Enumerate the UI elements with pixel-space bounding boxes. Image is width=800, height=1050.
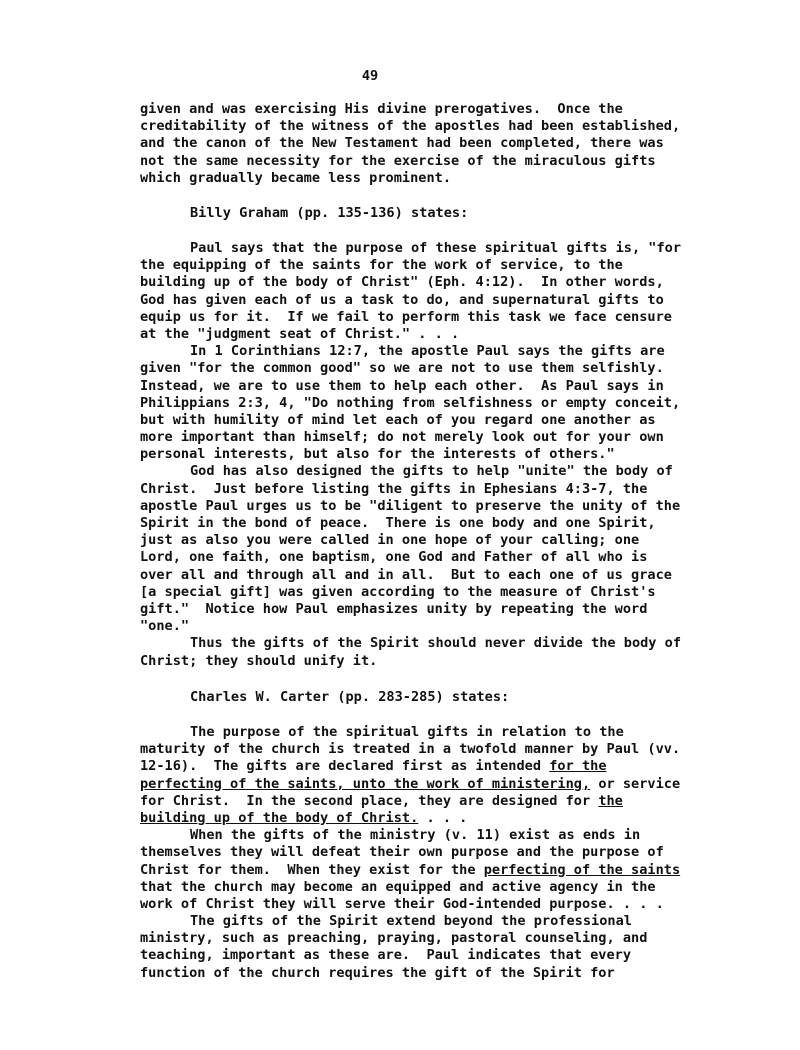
text-line: over all and through all and in all. But to each one of us grace (140, 566, 672, 583)
underlined-phrase: the (598, 792, 623, 809)
text-line: not the same necessity for the exercise of the miraculous gifts (140, 152, 656, 169)
text-line: Instead, we are to use them to help each other. As Paul says in (140, 377, 664, 394)
text-line: equip us for it. If we fail to perform this task we face censure (140, 308, 672, 325)
text-line: ministry, such as preaching, praying, pastoral counseling, and (140, 930, 648, 947)
text-line: just as also you were called in one hope of your calling; one (140, 532, 640, 549)
text-line: Thus the gifts of the Spirit should never divide the body of (190, 635, 682, 652)
text-line: but with humility of mind let each of you regard one another as (140, 411, 656, 428)
text-line: Philippians 2:3, 4, "Do nothing from selfishness or empty conceit, (140, 394, 681, 411)
intro-paragraph (140, 101, 720, 187)
text-line: function of the church requires the gift of the Spirit for (140, 964, 615, 981)
text-line: at the "judgment seat of Christ." . . . (140, 325, 460, 342)
underlined-phrase: for the (549, 758, 607, 775)
underlined-phrase: perfecting of the saints, unto the work of ministering, (140, 775, 591, 792)
text-line: Paul says that the purpose of these spiritual gifts is, "for (190, 240, 682, 256)
text-line: that the church may become an equipped and active agency in the (140, 878, 656, 895)
page-number: 49 (361, 68, 379, 84)
text-segment: or service (590, 775, 681, 792)
graham-quote (140, 240, 720, 670)
text-line: maturity of the church is treated in a twofold manner by Paul (vv. (140, 741, 681, 758)
text-line: When the gifts of the ministry (v. 11) exist as ends in (190, 827, 641, 844)
text-line: given and was exercising His divine prerogatives. Once the (140, 101, 623, 117)
underlined-phrase: building up of the body of Christ. (140, 809, 419, 826)
text-line: The purpose of the spiritual gifts in relation to the (190, 724, 624, 740)
text-line: gift." Notice how Paul emphasizes unity by repeating the word (140, 600, 648, 617)
text-line: building up of the body of Christ" (Eph. 4:12). In other words, (140, 274, 664, 291)
text-line (140, 776, 720, 793)
text-line: which gradually became less prominent. (140, 169, 451, 186)
text-line: In 1 Corinthians 12:7, the apostle Paul says the gifts are (190, 343, 665, 360)
text-line (140, 810, 720, 827)
underlined-phrase: perfecting of the saints (483, 861, 681, 878)
graham-heading: Billy Graham (pp. 135-136) states: (190, 205, 469, 221)
text-line: The gifts of the Spirit extend beyond the professional (190, 913, 632, 930)
text-segment: for Christ. In the second place, they are designed for (140, 792, 599, 809)
text-line: apostle Paul urges us to be "diligent to preserve the unity of the (140, 497, 681, 514)
text-line: personal interests, but also for the interests of others." (140, 446, 615, 463)
text-line: [a special gift] was given according to the measure of Christ's (140, 583, 656, 600)
text-line (140, 862, 720, 879)
text-segment: Christ for them. When they exist for the (140, 861, 484, 878)
text-line: God has given each of us a task to do, and supernatural gifts to (140, 291, 664, 308)
text-line: and the canon of the New Testament had been completed, there was (140, 135, 664, 152)
text-segment: . . . (418, 809, 468, 826)
text-line: themselves they will defeat their own purpose and the purpose of (140, 844, 664, 861)
text-line: work of Christ they will serve their God-intended purpose. . . . (140, 895, 664, 912)
text-line: creditability of the witness of the apostles had been established, (140, 118, 681, 135)
text-line: teaching, important as these are. Paul indicates that every (140, 947, 632, 964)
text-line: "one." (140, 618, 190, 635)
carter-heading: Charles W. Carter (pp. 283-285) states: (190, 689, 510, 705)
text-line (140, 793, 720, 810)
text-line: Lord, one faith, one baptism, one God and Father of all who is (140, 549, 648, 566)
text-line: Christ. Just before listing the gifts in Ephesians 4:3-7, the (140, 480, 648, 497)
text-line: God has also designed the gifts to help "unite" the body of (190, 463, 673, 480)
text-line: the equipping of the saints for the work of service, to the (140, 257, 623, 274)
text-line: given "for the common good" so we are not to use them selfishly. (140, 360, 664, 377)
text-line: Christ; they should unify it. (140, 652, 378, 669)
text-line (140, 758, 720, 775)
text-segment: 12-16). The gifts are declared first as intended (140, 758, 550, 775)
text-line: more important than himself; do not merely look out for your own (140, 429, 664, 446)
text-line: Spirit in the bond of peace. There is one body and one Spirit, (140, 515, 656, 531)
carter-quote (140, 724, 720, 982)
